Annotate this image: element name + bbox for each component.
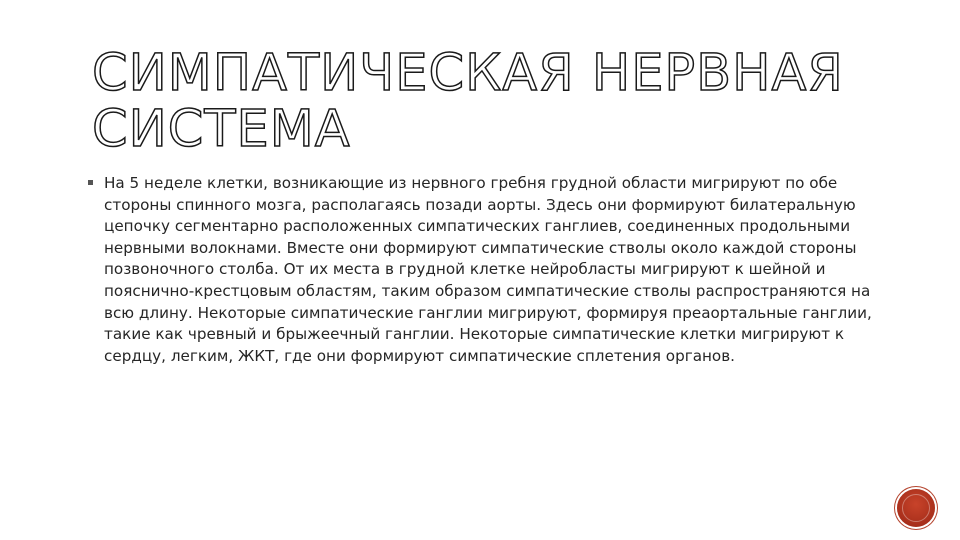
bullet-item — [88, 173, 878, 367]
badge-ring — [902, 494, 930, 522]
slide-number-badge-icon — [897, 489, 935, 527]
square-bullet-icon — [88, 180, 93, 185]
slide-title-line-1: СИМПАТИЧЕСКАЯ НЕРВНАЯ — [92, 44, 844, 103]
slide-title — [92, 46, 872, 158]
slide-content — [88, 173, 878, 367]
slide-title-line-2: СИСТЕМА — [92, 100, 351, 159]
bullet-text: На 5 неделе клетки, возникающие из нервного гребня грудной области мигрируют по обе стороны спинного мозга, располагаясь позади аорты. Здесь они формируют билатеральную цепочку сегментарно расположенных симпатических ганглиев, соединенных продольными нервными волокнами. Вместе они формируют симпатические стволы около каждой стороны позвоночного столба. От их места в грудной клетке нейробласты мигрируют к шейной и пояснично-крестцовым областям, таким образом симпатические стволы распространяются на всю длину. Некоторые симпатические ганглии мигрируют, формируя преаортальные ганглии, такие как чревный и брыжеечный ганглии. Некоторые симпатические клетки мигрируют к сердцу, легким, ЖКТ, где они формируют симпатические сплетения органов. — [104, 174, 872, 365]
